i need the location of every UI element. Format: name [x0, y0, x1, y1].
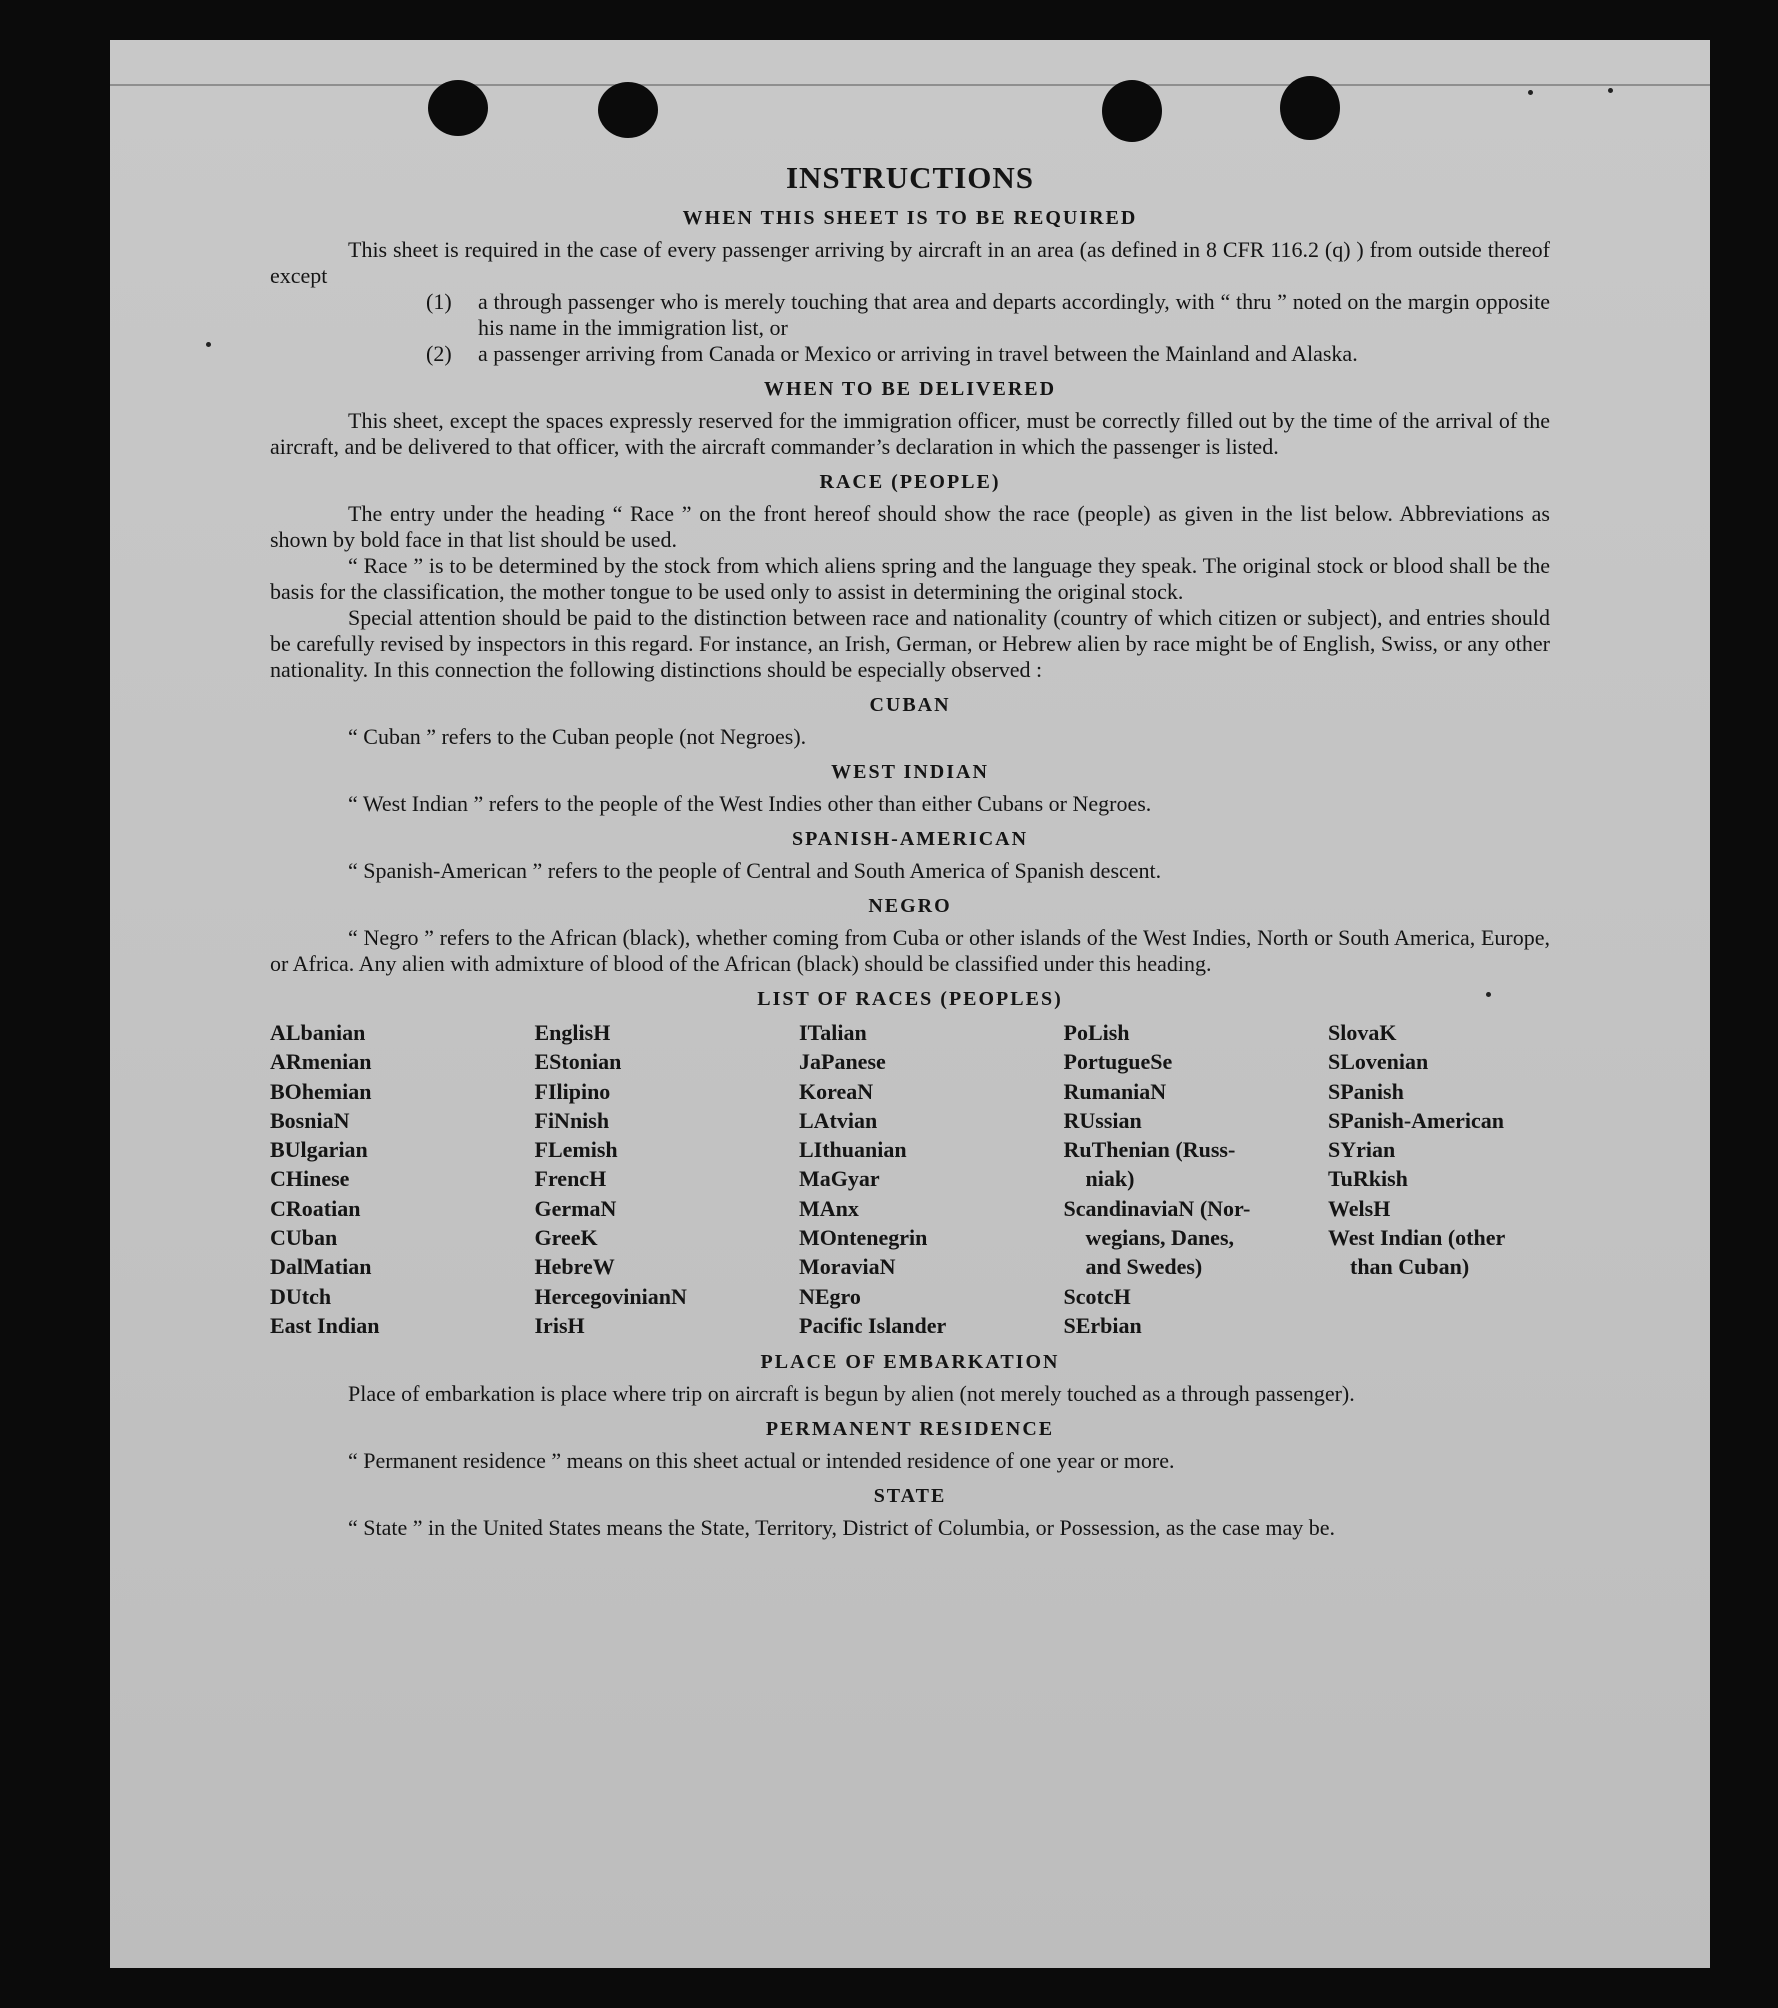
race-item: ScotcH	[1063, 1283, 1131, 1309]
race-item: GreeK	[534, 1225, 598, 1251]
race-item: FIlipino	[534, 1078, 611, 1104]
race-item: RUssian	[1063, 1107, 1142, 1133]
required-intro: This sheet is required in the case of every passenger arriving by aircraft in an area (as defined in 8 CFR 116.2 (q) ) from outside thereof except	[270, 237, 1550, 288]
race-item: DUtch	[270, 1283, 332, 1309]
race-item: TuRkish	[1328, 1166, 1408, 1192]
section-heading-cuban: CUBAN	[869, 694, 951, 716]
section-heading-state: STATE	[873, 1485, 947, 1508]
race-item: SYrian	[1328, 1137, 1396, 1163]
race-item-continued: than Cuban)	[1350, 1254, 1470, 1280]
race-item: BosniaN	[270, 1107, 350, 1133]
race-item: ScandinaviaN (Nor-	[1063, 1195, 1251, 1221]
race-item: RuThenian (Russ-	[1063, 1137, 1236, 1163]
speck	[206, 342, 211, 347]
race-item: ITalian	[799, 1020, 867, 1045]
punch-hole	[1102, 80, 1162, 142]
item-text: a passenger arriving from Canada or Mexico or arriving in travel between the Mainland and Alaska.	[478, 341, 1358, 366]
section-heading-race: RACE (PEOPLE)	[819, 471, 1001, 493]
section-heading-spanish-american: SPANISH-AMERICAN	[791, 828, 1029, 850]
state-text: “ State ” in the United States means the State, Territory, District of Columbia, or Possession, as the case may be.	[348, 1515, 1336, 1541]
instructions-content	[270, 160, 1550, 1541]
race-item: IrisH	[534, 1312, 585, 1338]
section-heading-races-list: LIST OF RACES (PEOPLES)	[757, 988, 1063, 1010]
race-item: East Indian	[270, 1312, 380, 1338]
race-item: KoreaN	[799, 1078, 874, 1104]
race-item: LIthuanian	[799, 1137, 907, 1163]
race-item: RumaniaN	[1063, 1078, 1167, 1104]
race-item: PoLish	[1063, 1020, 1130, 1045]
race-item: SPanish	[1328, 1078, 1404, 1104]
required-item	[426, 289, 1550, 341]
section-heading-embarkation: PLACE OF EMBARKATION	[760, 1351, 1060, 1374]
race-item: EStonian	[534, 1049, 622, 1075]
speck	[1608, 88, 1613, 93]
race-item: ARmenian	[270, 1049, 372, 1075]
race-item: FrencH	[534, 1166, 607, 1192]
race-paragraph-1: The entry under the heading “ Race ” on the front hereof should show the race (people) as given in the list below. Abbreviations as shown by bold face in that list should be used.	[270, 501, 1550, 552]
embarkation-text: Place of embarkation is place where trip on aircraft is begun by alien (not merely touched as a through passenger).	[348, 1381, 1355, 1407]
race-item: EnglisH	[534, 1020, 611, 1045]
races-column	[799, 1018, 1021, 1340]
race-item: MoraviaN	[799, 1254, 896, 1280]
races-column	[535, 1018, 757, 1340]
section-heading-negro: NEGRO	[868, 895, 952, 917]
race-item: SLovenian	[1328, 1049, 1429, 1075]
required-item	[426, 341, 1550, 367]
race-item: JaPanese	[799, 1049, 886, 1075]
race-paragraph-2: “ Race ” is to be determined by the stock from which aliens spring and the language they speak. The original stock or blood shall be the basis for the classification, the mother tongue to be used only to assist in determining the original stock.	[270, 553, 1550, 604]
race-item: CHinese	[270, 1166, 350, 1192]
item-text: a through passenger who is merely touching that area and departs accordingly, with “ thru ” noted on the margin opposite his name in the immigration list, or	[478, 289, 1550, 340]
negro-text: “ Negro ” refers to the African (black), whether coming from Cuba or other islands of the West Indies, North or South America, Europe, or Africa. Any alien with admixture of blood of the African (black) should be classified under this heading.	[270, 925, 1550, 976]
race-item: BUlgarian	[270, 1137, 368, 1163]
races-list	[270, 1018, 1550, 1340]
race-item-continued: and Swedes)	[1085, 1254, 1203, 1280]
race-item: LAtvian	[799, 1107, 878, 1133]
race-item: HercegovinianN	[534, 1283, 687, 1309]
section-heading-west-indian: WEST INDIAN	[831, 761, 989, 783]
race-item: WelsH	[1328, 1195, 1391, 1221]
race-item-continued: wegians, Danes,	[1085, 1225, 1235, 1251]
race-item: FLemish	[534, 1137, 618, 1163]
page-title: INSTRUCTIONS	[785, 160, 1034, 195]
races-column	[1064, 1018, 1286, 1340]
race-item: FiNnish	[534, 1107, 610, 1133]
spanish-american-text: “ Spanish-American ” refers to the people of Central and South America of Spanish descent.	[348, 858, 1162, 883]
west-indian-text: “ West Indian ” refers to the people of the West Indies other than either Cubans or Negroes.	[348, 791, 1152, 816]
race-paragraph-3: Special attention should be paid to the distinction between race and nationality (country of which citizen or subject), and entries should be carefully revised by inspectors in this regard. For instance, an Irish, German, or Hebrew alien by race might be of English, Swiss, or any other nationality. In this connection the following distinctions should be especially observed :	[270, 605, 1550, 682]
speck	[1528, 90, 1533, 95]
residence-text: “ Permanent residence ” means on this sheet actual or intended residence of one year or more.	[348, 1448, 1175, 1474]
item-number: (1)	[426, 289, 452, 314]
race-item: SErbian	[1063, 1312, 1142, 1338]
cuban-text: “ Cuban ” refers to the Cuban people (not Negroes).	[348, 724, 807, 749]
race-item: Pacific Islander	[799, 1312, 947, 1338]
section-heading-required: WHEN THIS SHEET IS TO BE REQUIRED	[682, 207, 1138, 229]
section-heading-residence: PERMANENT RESIDENCE	[765, 1418, 1055, 1441]
punch-hole	[598, 82, 658, 138]
document-sheet	[110, 40, 1710, 1968]
punch-hole	[428, 80, 488, 136]
section-heading-delivered: WHEN TO BE DELIVERED	[763, 378, 1057, 400]
races-column	[270, 1018, 492, 1340]
race-item: ALbanian	[270, 1020, 366, 1045]
item-number: (2)	[426, 341, 452, 366]
race-item: PortugueSe	[1063, 1049, 1173, 1075]
race-item: DalMatian	[270, 1254, 372, 1280]
race-item: MOntenegrin	[799, 1225, 928, 1251]
race-item: GermaN	[534, 1195, 617, 1221]
races-column	[1328, 1018, 1550, 1340]
race-item: NEgro	[799, 1283, 861, 1309]
race-item: SlovaK	[1328, 1020, 1397, 1045]
race-item: MaGyar	[799, 1166, 880, 1192]
race-item: West Indian (other	[1328, 1225, 1506, 1251]
race-item: SPanish-American	[1328, 1107, 1504, 1133]
race-item: CUban	[270, 1225, 338, 1251]
punch-hole	[1280, 76, 1340, 140]
race-item: CRoatian	[270, 1195, 361, 1221]
top-rule	[110, 84, 1710, 86]
delivered-text: This sheet, except the spaces expressly reserved for the immigration officer, must be correctly filled out by the time of the arrival of the aircraft, and be delivered to that officer, with the aircraft commander’s declaration in which the passenger is listed.	[270, 408, 1550, 459]
race-item-continued: niak)	[1085, 1166, 1135, 1192]
race-item: MAnx	[799, 1195, 859, 1221]
race-item: HebreW	[534, 1254, 615, 1280]
race-item: BOhemian	[270, 1078, 372, 1104]
